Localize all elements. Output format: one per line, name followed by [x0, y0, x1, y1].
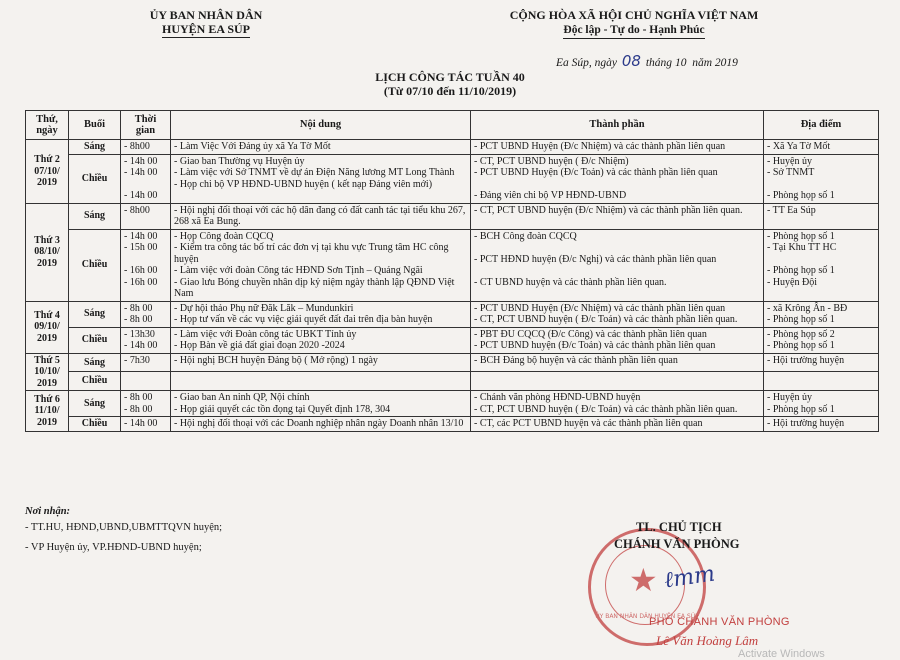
time-cell	[121, 229, 171, 301]
content-entry: - Hội nghị đối thoại với các hộ dân đang có đất canh tác tại tiểu khu 267, 268 xã Ea Bung.	[174, 204, 466, 227]
os-watermark: Activate Windows	[738, 648, 825, 660]
table-header-row	[26, 111, 879, 140]
session-cell: Chiều	[69, 372, 121, 391]
participants-entry: - Đảng viên chi bộ VP HĐND-UBND	[474, 190, 627, 201]
location-entry: - Huyện ủy	[767, 155, 812, 167]
table-row	[26, 140, 879, 155]
location-cell	[764, 203, 879, 229]
location-cell	[764, 417, 879, 432]
table-row	[26, 229, 879, 301]
content-entry: - Dự hội thảo Phụ nữ Đăk Lăk – Mundunkiri	[174, 302, 354, 314]
title-line2: (Từ 07/10 đến 11/10/2019)	[383, 84, 517, 98]
time-cell	[121, 417, 171, 432]
location-entry: - Phòng họp số 1	[767, 403, 835, 415]
location-entry: - Huyện Đội	[767, 276, 817, 288]
stamp-name: Lê Văn Hoàng Lâm	[656, 633, 759, 648]
content-entry: - Hội nghị BCH huyện Đảng bộ ( Mở rộng) 1 ngày	[174, 354, 378, 366]
session-cell: Sáng	[69, 140, 121, 155]
content-cell	[171, 140, 471, 155]
location-cell	[764, 327, 879, 353]
content-entry: - Làm việc với Đoàn công tác UBKT Tỉnh ủy	[174, 328, 357, 340]
national-title: CỘNG HÒA XÃ HỘI CHỦ NGHĨA VIỆT NAM	[509, 8, 759, 22]
issuer-line2: HUYỆN EA SÚP	[161, 22, 250, 36]
stamp-title: PHÓ CHÁNH VĂN PHÒNG	[649, 616, 790, 628]
day-cell: Thứ 2 07/10/ 2019	[26, 140, 69, 204]
participants-cell	[471, 229, 764, 301]
content-cell	[171, 391, 471, 417]
participants-cell	[471, 391, 764, 417]
session-cell: Chiều	[69, 417, 121, 432]
content-cell	[171, 301, 471, 327]
location-cell	[764, 140, 879, 155]
signature-position: CHÁNH VĂN PHÒNG	[614, 537, 740, 551]
location-entry: - xã Krông Ân - BĐ	[767, 302, 848, 314]
dateline-day: 08	[621, 52, 641, 70]
content-entry: - Giao ban Thường vụ Huyện ủy	[174, 155, 305, 167]
location-entry: - Phòng họp số 1	[767, 190, 835, 201]
seal-emblem-icon: ★	[629, 562, 658, 598]
content-entry: - Họp giải quyết các tồn đọng tại Quyết định 178, 304	[174, 403, 391, 415]
content-cell	[171, 154, 471, 203]
participants-entry: - CT, các PCT UBND huyện và các thành phần liên quan	[474, 418, 703, 429]
location-cell	[764, 229, 879, 301]
participants-entry: - Chánh văn phòng HĐND-UBND huyện	[474, 392, 641, 403]
time-entry: - 16h 00	[124, 276, 158, 288]
content-entry: - Họp Bàn về giá đất giai đoạn 2020 -2024	[174, 340, 345, 351]
content-cell	[171, 203, 471, 229]
dateline	[556, 52, 738, 70]
location-entry: - Phòng họp số 1	[767, 230, 835, 242]
content-cell	[171, 229, 471, 301]
time-entry: - 14h 00	[124, 167, 158, 178]
issuer-line1: ỦY BAN NHÂN DÂN	[149, 8, 263, 22]
seal-text: ỦY BAN NHÂN DÂN HUYỆN EA SÚP	[595, 613, 699, 620]
content-entry: - Kiểm tra công tác bố trí các đơn vị tại khu vực Trung tâm HC công huyện	[174, 242, 449, 265]
dateline-year: 2019	[714, 57, 738, 69]
time-entry: - 15h 00	[124, 242, 158, 253]
location-entry: - Phòng họp số 2	[767, 328, 835, 340]
location-cell	[764, 353, 879, 372]
content-cell	[171, 327, 471, 353]
participants-entry: - PCT UBND huyện (Đ/c Toản) và các thành phần liên quan	[474, 340, 716, 351]
time-cell	[121, 203, 171, 229]
col-header: Nội dung	[171, 111, 471, 140]
dateline-month: 10	[674, 57, 687, 69]
dateline-prefix: Ea Súp, ngày	[556, 57, 618, 69]
col-header: Buổi	[69, 111, 121, 140]
participants-cell	[471, 301, 764, 327]
content-entry: - Họp tư vấn về các vụ việc giải quyết đất đai trên địa bàn huyện	[174, 314, 433, 325]
session-cell: Chiều	[69, 229, 121, 301]
time-entry: - 8h 00	[124, 403, 153, 415]
time-entry: - 13h30	[124, 328, 155, 340]
col-header: Địa điểm	[764, 111, 879, 140]
participants-cell	[471, 203, 764, 229]
time-entry: - 8h00	[124, 141, 150, 152]
location-cell	[764, 301, 879, 327]
participants-cell	[471, 140, 764, 155]
session-cell: Sáng	[69, 391, 121, 417]
content-entry: - Làm việc với Sở TNMT về dự án Điện Năng lương MT Long Thành	[174, 167, 455, 178]
participants-cell	[471, 372, 764, 391]
col-header: Thứ, ngày	[26, 111, 69, 140]
participants-cell	[471, 327, 764, 353]
session-cell: Sáng	[69, 301, 121, 327]
recipient-item: - TT.HU, HĐND,UBND,UBMTTQVN huyện;	[25, 522, 223, 533]
day-cell: Thứ 3 08/10/ 2019	[26, 203, 69, 301]
table-row	[26, 353, 879, 372]
participants-entry: - CT, PCT UBND huyện ( Đ/c Toản) và các thành phần liên quan.	[474, 403, 738, 415]
day-cell: Thứ 4 09/10/ 2019	[26, 301, 69, 353]
time-entry: - 14h 00	[124, 230, 158, 242]
national-header	[478, 8, 790, 39]
participants-entry: - CT, PCT UBND huyện ( Đ/c Nhiệm)	[474, 155, 629, 167]
location-entry: - TT Ea Súp	[767, 204, 816, 216]
col-header: Thời gian	[121, 111, 171, 140]
document-title	[0, 70, 900, 98]
participants-entry: - CT UBND huyện và các thành phần liên quan.	[474, 276, 667, 288]
location-cell	[764, 154, 879, 203]
table-row	[26, 372, 879, 391]
table-row	[26, 203, 879, 229]
session-cell: Sáng	[69, 203, 121, 229]
location-entry: - Xã Ya Tờ Mốt	[767, 141, 831, 152]
time-entry: - 14h 00	[124, 190, 158, 201]
session-cell: Sáng	[69, 353, 121, 372]
participants-cell	[471, 353, 764, 372]
content-entry: - Giao lưu Bóng chuyền nhân dịp kỷ niệm ngày thành lập QĐND Việt Nam	[174, 276, 455, 299]
time-cell	[121, 140, 171, 155]
dateline-month-label: tháng	[645, 57, 673, 69]
content-entry: - Làm việc với đoàn Công tác HĐND Sơn Tịnh – Quảng Ngãi	[174, 265, 423, 276]
time-cell	[121, 353, 171, 372]
participants-entry: - PCT HĐND huyện (Đ/c Nghị) và các thành phần liên quan	[474, 253, 717, 265]
handwritten-signature-icon: ℓmm	[662, 561, 717, 594]
session-cell: Chiều	[69, 154, 121, 203]
location-entry: - Hội trường huyện	[767, 418, 845, 429]
content-cell	[171, 372, 471, 391]
participants-entry: - CT, PCT UBND huyện ( Đ/c Toản) và các thành phần liên quan.	[474, 314, 738, 325]
time-entry: - 8h 00	[124, 302, 153, 314]
table-row	[26, 391, 879, 417]
time-entry: - 14h 00	[124, 155, 158, 167]
participants-entry: - PCT UBND Huyện (Đ/c Toản) và các thành phần liên quan	[474, 167, 718, 178]
time-entry: - 14h 00	[124, 340, 158, 351]
recipients-title: Nơi nhận:	[25, 506, 71, 517]
day-cell: Thứ 5 10/10/ 2019	[26, 353, 69, 391]
participants-cell	[471, 154, 764, 203]
national-motto: Độc lập - Tự do - Hạnh Phúc	[563, 23, 704, 39]
table-row	[26, 301, 879, 327]
time-entry: - 8h 00	[124, 392, 153, 403]
participants-entry: - BCH Công đoàn CQCQ	[474, 230, 577, 242]
table-row	[26, 327, 879, 353]
table-row	[26, 417, 879, 432]
title-line1: LỊCH CÔNG TÁC TUẦN 40	[375, 70, 525, 84]
recipient-item: - VP Huyện ủy, VP.HĐND-UBND huyện;	[25, 542, 202, 553]
content-entry: - Họp chi bộ VP HĐND-UBND huyện ( kết nạp Đảng viên mới)	[174, 178, 433, 190]
day-cell: Thứ 6 11/10/ 2019	[26, 391, 69, 432]
content-cell	[171, 353, 471, 372]
participants-cell	[471, 417, 764, 432]
location-entry: - Huyện ủy	[767, 392, 812, 403]
time-cell	[121, 327, 171, 353]
participants-entry: - PCT UBND Huyện (Đ/c Nhiệm) và các thành phần liên quan	[474, 141, 726, 152]
time-entry: - 8h 00	[124, 314, 153, 325]
content-entry: - Họp Công đoàn CQCQ	[174, 230, 274, 242]
location-entry: - Hội trường huyện	[767, 354, 845, 366]
location-entry: - Tại Khu TT HC	[767, 242, 837, 253]
location-entry: - Phòng họp số 1	[767, 265, 835, 276]
location-cell	[764, 391, 879, 417]
location-cell	[764, 372, 879, 391]
participants-entry: - BCH Đảng bộ huyện và các thành phần liên quan	[474, 354, 678, 366]
time-cell	[121, 391, 171, 417]
participants-entry: - PBT ĐU CQCQ (Đ/c Công) và các thành phần liên quan	[474, 328, 707, 340]
content-entry: - Làm Việc Với Đảng ủy xã Ya Tờ Mốt	[174, 141, 331, 152]
time-entry: - 8h00	[124, 204, 150, 216]
content-entry: - Hội nghị đối thoại với các Doanh nghiệp nhân ngày Doanh nhân 13/10	[174, 418, 464, 429]
location-entry: - Sở TNMT	[767, 167, 815, 178]
location-entry: - Phòng họp số 1	[767, 314, 835, 325]
signature-title: TL. CHỦ TỊCH	[636, 520, 722, 534]
participants-entry: - PCT UBND Huyện (Đ/c Nhiệm) và các thành phần liên quan	[474, 302, 726, 314]
col-header: Thành phần	[471, 111, 764, 140]
content-cell	[171, 417, 471, 432]
table-row	[26, 154, 879, 203]
time-cell	[121, 372, 171, 391]
time-entry: - 14h 00	[124, 418, 158, 429]
time-cell	[121, 301, 171, 327]
time-cell	[121, 154, 171, 203]
session-cell: Chiều	[69, 327, 121, 353]
issuer-header	[88, 8, 324, 38]
schedule-table	[25, 110, 879, 432]
dateline-year-label: năm	[692, 57, 712, 69]
time-entry: - 7h30	[124, 354, 150, 366]
content-entry: - Giao ban An ninh QP, Nội chính	[174, 392, 310, 403]
location-entry: - Phòng họp số 1	[767, 340, 835, 351]
participants-entry: - CT, PCT UBND huyện (Đ/c Nhiệm) và các thành phần liên quan.	[474, 204, 743, 216]
time-entry: - 16h 00	[124, 265, 158, 276]
